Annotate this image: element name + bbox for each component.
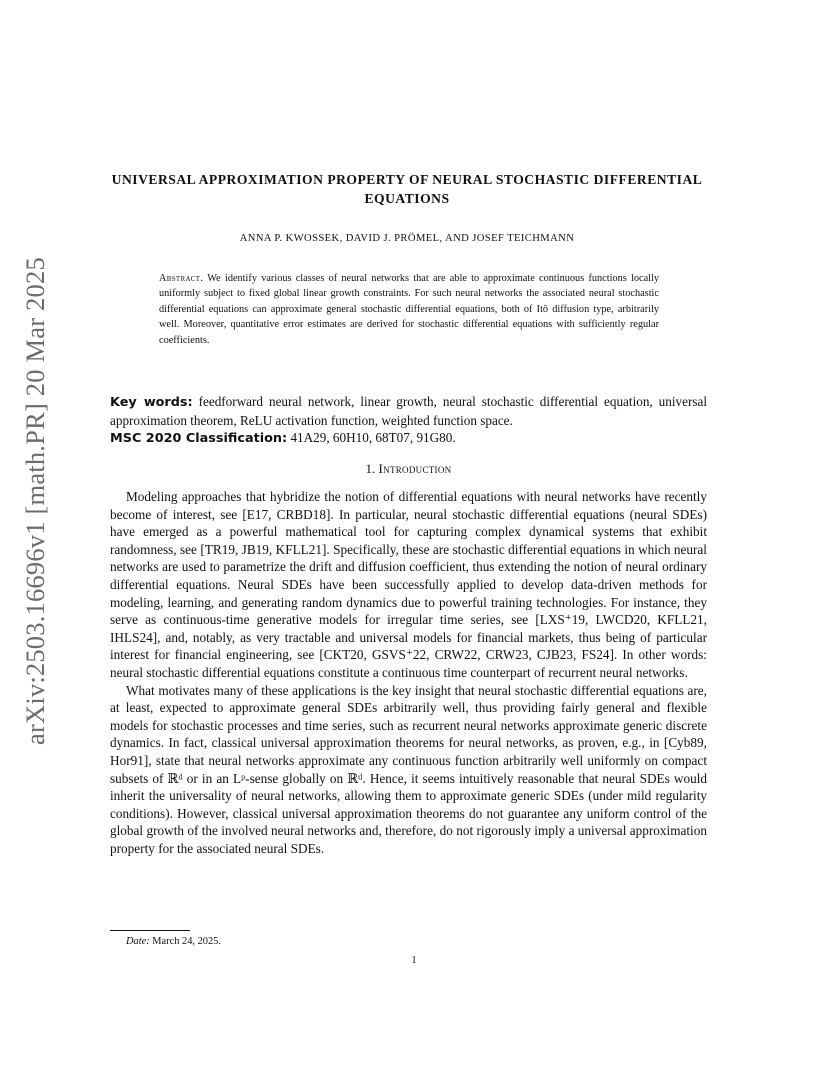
author-list: ANNA P. KWOSSEK, DAVID J. PRÖMEL, AND JOSEF TEICHMANN [239, 233, 575, 244]
paper-title: UNIVERSAL APPROXIMATION PROPERTY OF NEURAL STOCHASTIC DIFFERENTIAL EQUATIONS [111, 172, 703, 206]
page-number: 1 [411, 955, 417, 966]
section-title: Introduction [378, 461, 452, 476]
keywords-block [110, 393, 707, 448]
section-heading [110, 461, 707, 477]
keywords-text: feedforward neural network, linear growth, neural stochastic differential equation, universal approximation theorem, ReLU activation function, weighted function space. [110, 394, 707, 428]
footnote [126, 936, 221, 947]
arxiv-identifier: arXiv:2503.16696v1 [math.PR] 20 Mar 2025 [20, 257, 50, 745]
keywords-line [110, 393, 707, 429]
paragraph: What motivates many of these applications is the key insight that neural stochastic differential equations are, at least, expected to approximate general SDEs arbitrarily well, thus providing fairly general and flexible models for stochastic processes and time series, such as recurrent neural networks approximate generic discrete dynamics. In fact, classical universal approximation theorems for neural networks, as proven, e.g., in [Cyb89, Hor91], state that neural networks approximate any continuous function arbitrarily well uniformly on compact subsets of ℝᵈ or in an Lᵖ-sense globally on ℝᵈ. Hence, it seems intuitively reasonable that neural SDEs would inherit the universality of neural networks, allowing them to approximate generic SDEs (under mild regularity conditions). However, classical universal approximation theorems do not guarantee any uniform control of the global growth of the involved neural networks and, therefore, do not rigorously imply a universal approximation property for the associated neural SDEs. [110, 682, 707, 856]
abstract-text: We identify various classes of neural networks that are able to approximate continuous functions locally uniformly subject to fixed global linear growth constraints. For such neural networks the associated neural stochastic differential equations can approximate general stochastic differential equations, both of Itô diffusion type, arbitrarily well. Moreover, quantitative error estimates are derived for stochastic differential equations with sufficiently regular coefficients. [159, 273, 660, 346]
msc-label: MSC 2020 Classification: [110, 431, 288, 447]
abstract-label: Abstract. [159, 273, 204, 284]
msc-text: 41A29, 60H10, 68T07, 91G80. [290, 430, 456, 446]
paragraph: Modeling approaches that hybridize the notion of differential equations with neural networks have recently become of interest, see [E17, CRBD18]. In particular, neural stochastic differential equations (neural SDEs) have emerged as a powerful mathematical tool for capturing complex dynamical systems that exhibit randomness, see [TR19, JB19, KFLL21]. Specifically, these are stochastic differential equations in which neural networks are used to parametrize the drift and diffusion coefficient, thus extending the notion of neural ordinary differential equations. Neural SDEs have been successfully applied to develop data-driven methods for modeling, learning, and generating random dynamics due to powerful training technologies. For instance, they serve as continuous-time generative models for irregular time series, see [LXS⁺19, LWCD20, KFLL21, IHLS24], and, notably, as very tractable and universal models for financial markets, thus being of particular interest for financial engineering, see [CKT20, GSVS⁺22, CRW22, CRW23, CJB23, FS24]. In other words: neural stochastic differential equations constitute a continuous time counterpart of recurrent neural networks. [110, 489, 707, 680]
footnote-rule [110, 930, 190, 931]
abstract [159, 271, 659, 348]
keywords-label: Key words: [110, 395, 193, 410]
section-number: 1. [365, 461, 376, 476]
body-text [110, 488, 707, 857]
footnote-text: March 24, 2025. [152, 936, 221, 947]
msc-line [110, 429, 707, 448]
footnote-label: Date: [126, 936, 150, 947]
